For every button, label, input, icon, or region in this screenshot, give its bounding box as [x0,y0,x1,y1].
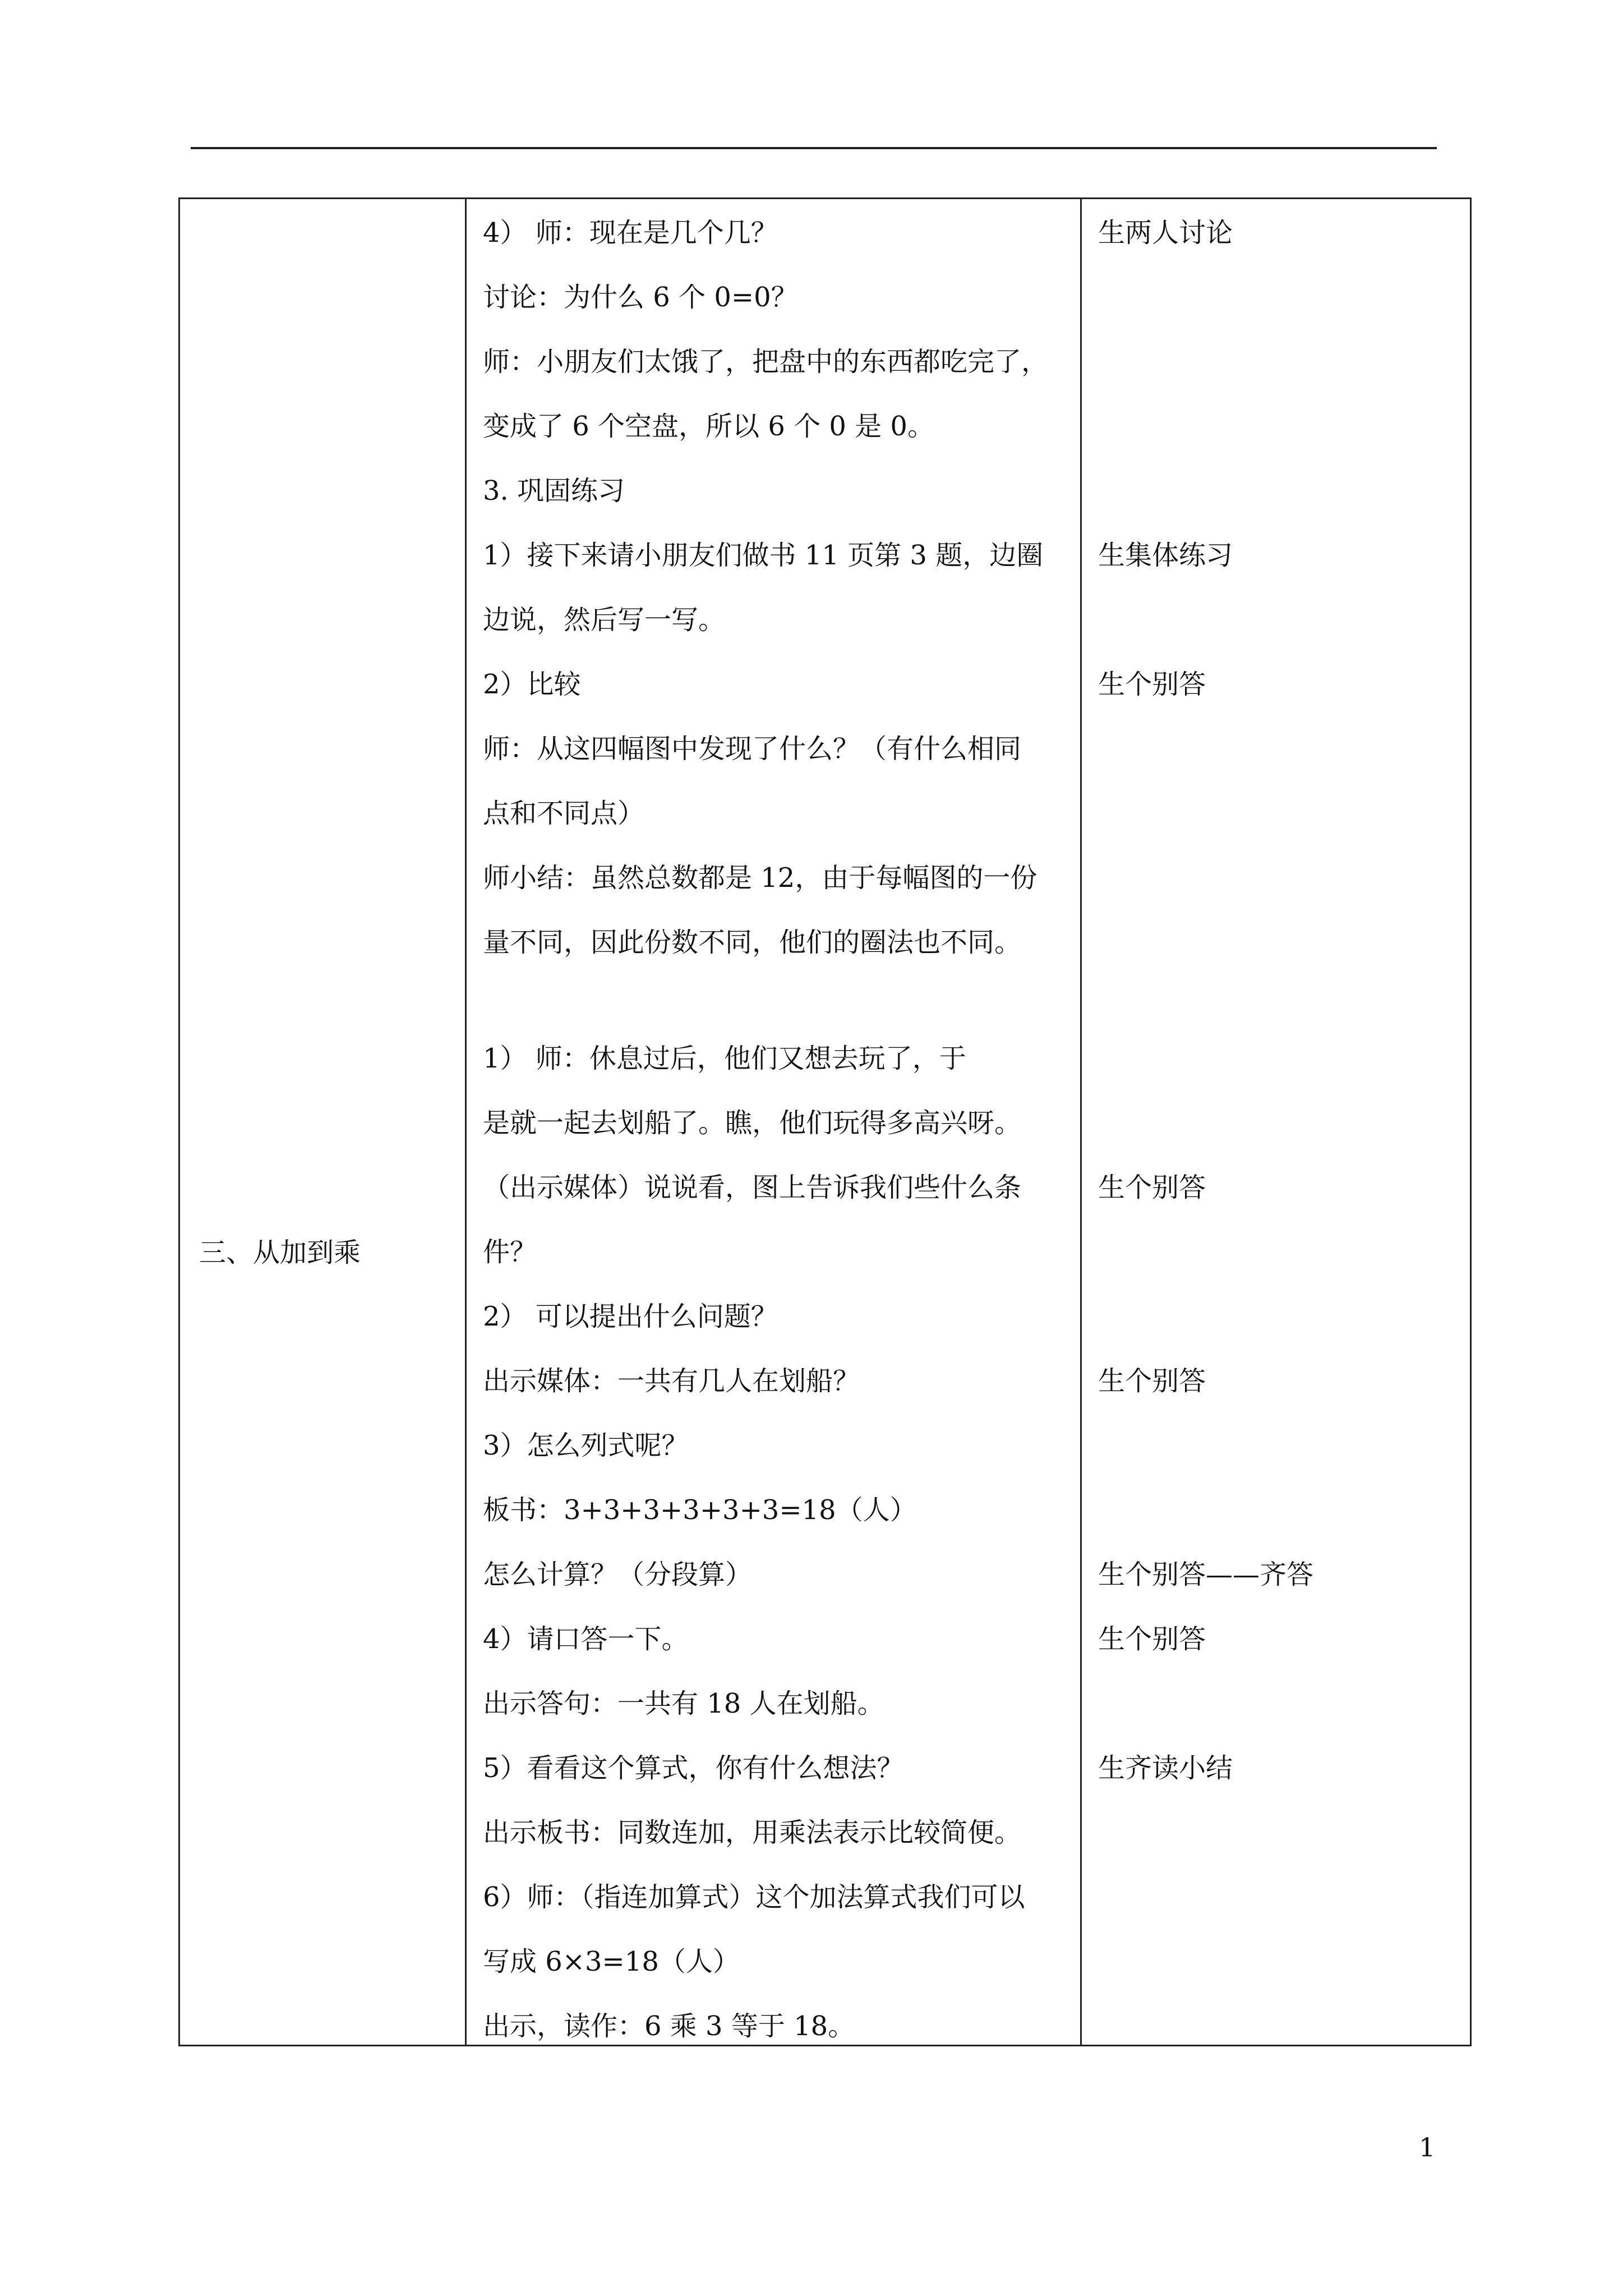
column-divider-left [465,199,467,2045]
section-label: 三、从加到乘 [199,1237,361,1268]
teacher-line: 板书：3+3+3+3+3+3=18（人） [483,1494,917,1526]
teacher-line: 写成 6×3=18（人） [483,1946,740,1977]
student-line: 生个别答 [1098,1365,1206,1397]
teacher-line: 讨论：为什么 6 个 0=0？ [483,282,798,313]
teacher-line: 变成了 6 个空盘，所以 6 个 0 是 0。 [483,411,934,442]
teacher-line: 边说，然后写一写。 [483,604,726,636]
header-rule [191,147,1437,149]
teacher-line: 5）看看这个算式，你有什么想法？ [483,1752,904,1784]
teacher-line: 出示答句：一共有 18 人在划船。 [483,1688,884,1719]
teacher-line: 出示媒体：一共有几人在划船？ [483,1365,860,1397]
teacher-line: 师小结：虽然总数都是 12，由于每幅图的一份 [483,862,1038,894]
teacher-line: 6）师：（指连加算式）这个加法算式我们可以 [483,1881,1025,1913]
student-line: 生个别答 [1098,1172,1206,1203]
teacher-line: 是就一起去划船了。瞧，他们玩得多高兴呀。 [483,1107,1022,1139]
teacher-line: 出示板书：同数连加，用乘法表示比较简便。 [483,1817,1022,1848]
student-line: 生齐读小结 [1098,1752,1233,1784]
student-line: 生个别答 [1098,669,1206,700]
teacher-line: 4）请口答一下。 [483,1623,689,1655]
student-line: 生两人讨论 [1098,217,1233,249]
teacher-line: 2） 可以提出什么问题？ [483,1301,778,1332]
teacher-line: 1）接下来请小朋友们做书 11 页第 3 题，边圈 [483,540,1044,571]
teacher-line: 师：小朋友们太饿了，把盘中的东西都吃完了， [483,346,1049,378]
teacher-line: 2）比较 [483,669,581,700]
column-divider-right [1080,199,1082,2045]
teacher-line: 3）怎么列式呢？ [483,1430,689,1461]
teacher-line: 出示，读作：6 乘 3 等于 18。 [483,2010,855,2042]
teacher-line: 4） 师：现在是几个几？ [483,217,778,249]
page-number: 1 [1419,2132,1436,2162]
teacher-line: 师：从这四幅图中发现了什么？（有什么相同 [483,733,1022,765]
teacher-line: 件？ [483,1236,537,1268]
lesson-plan-table [178,197,1472,2046]
student-line: 生集体练习 [1098,540,1233,571]
teacher-line: 3. 巩固练习 [483,475,625,507]
teacher-line: 点和不同点） [483,798,645,829]
student-line: 生个别答——齐答 [1098,1559,1314,1590]
teacher-line: 怎么计算？（分段算） [483,1559,753,1590]
teacher-line: 量不同，因此份数不同，他们的圈法也不同。 [483,927,1022,958]
student-line: 生个别答 [1098,1623,1206,1655]
teacher-line: （出示媒体）说说看，图上告诉我们些什么条 [483,1172,1022,1203]
teacher-line: 1） 师：休息过后，他们又想去玩了，于 [483,1043,966,1074]
